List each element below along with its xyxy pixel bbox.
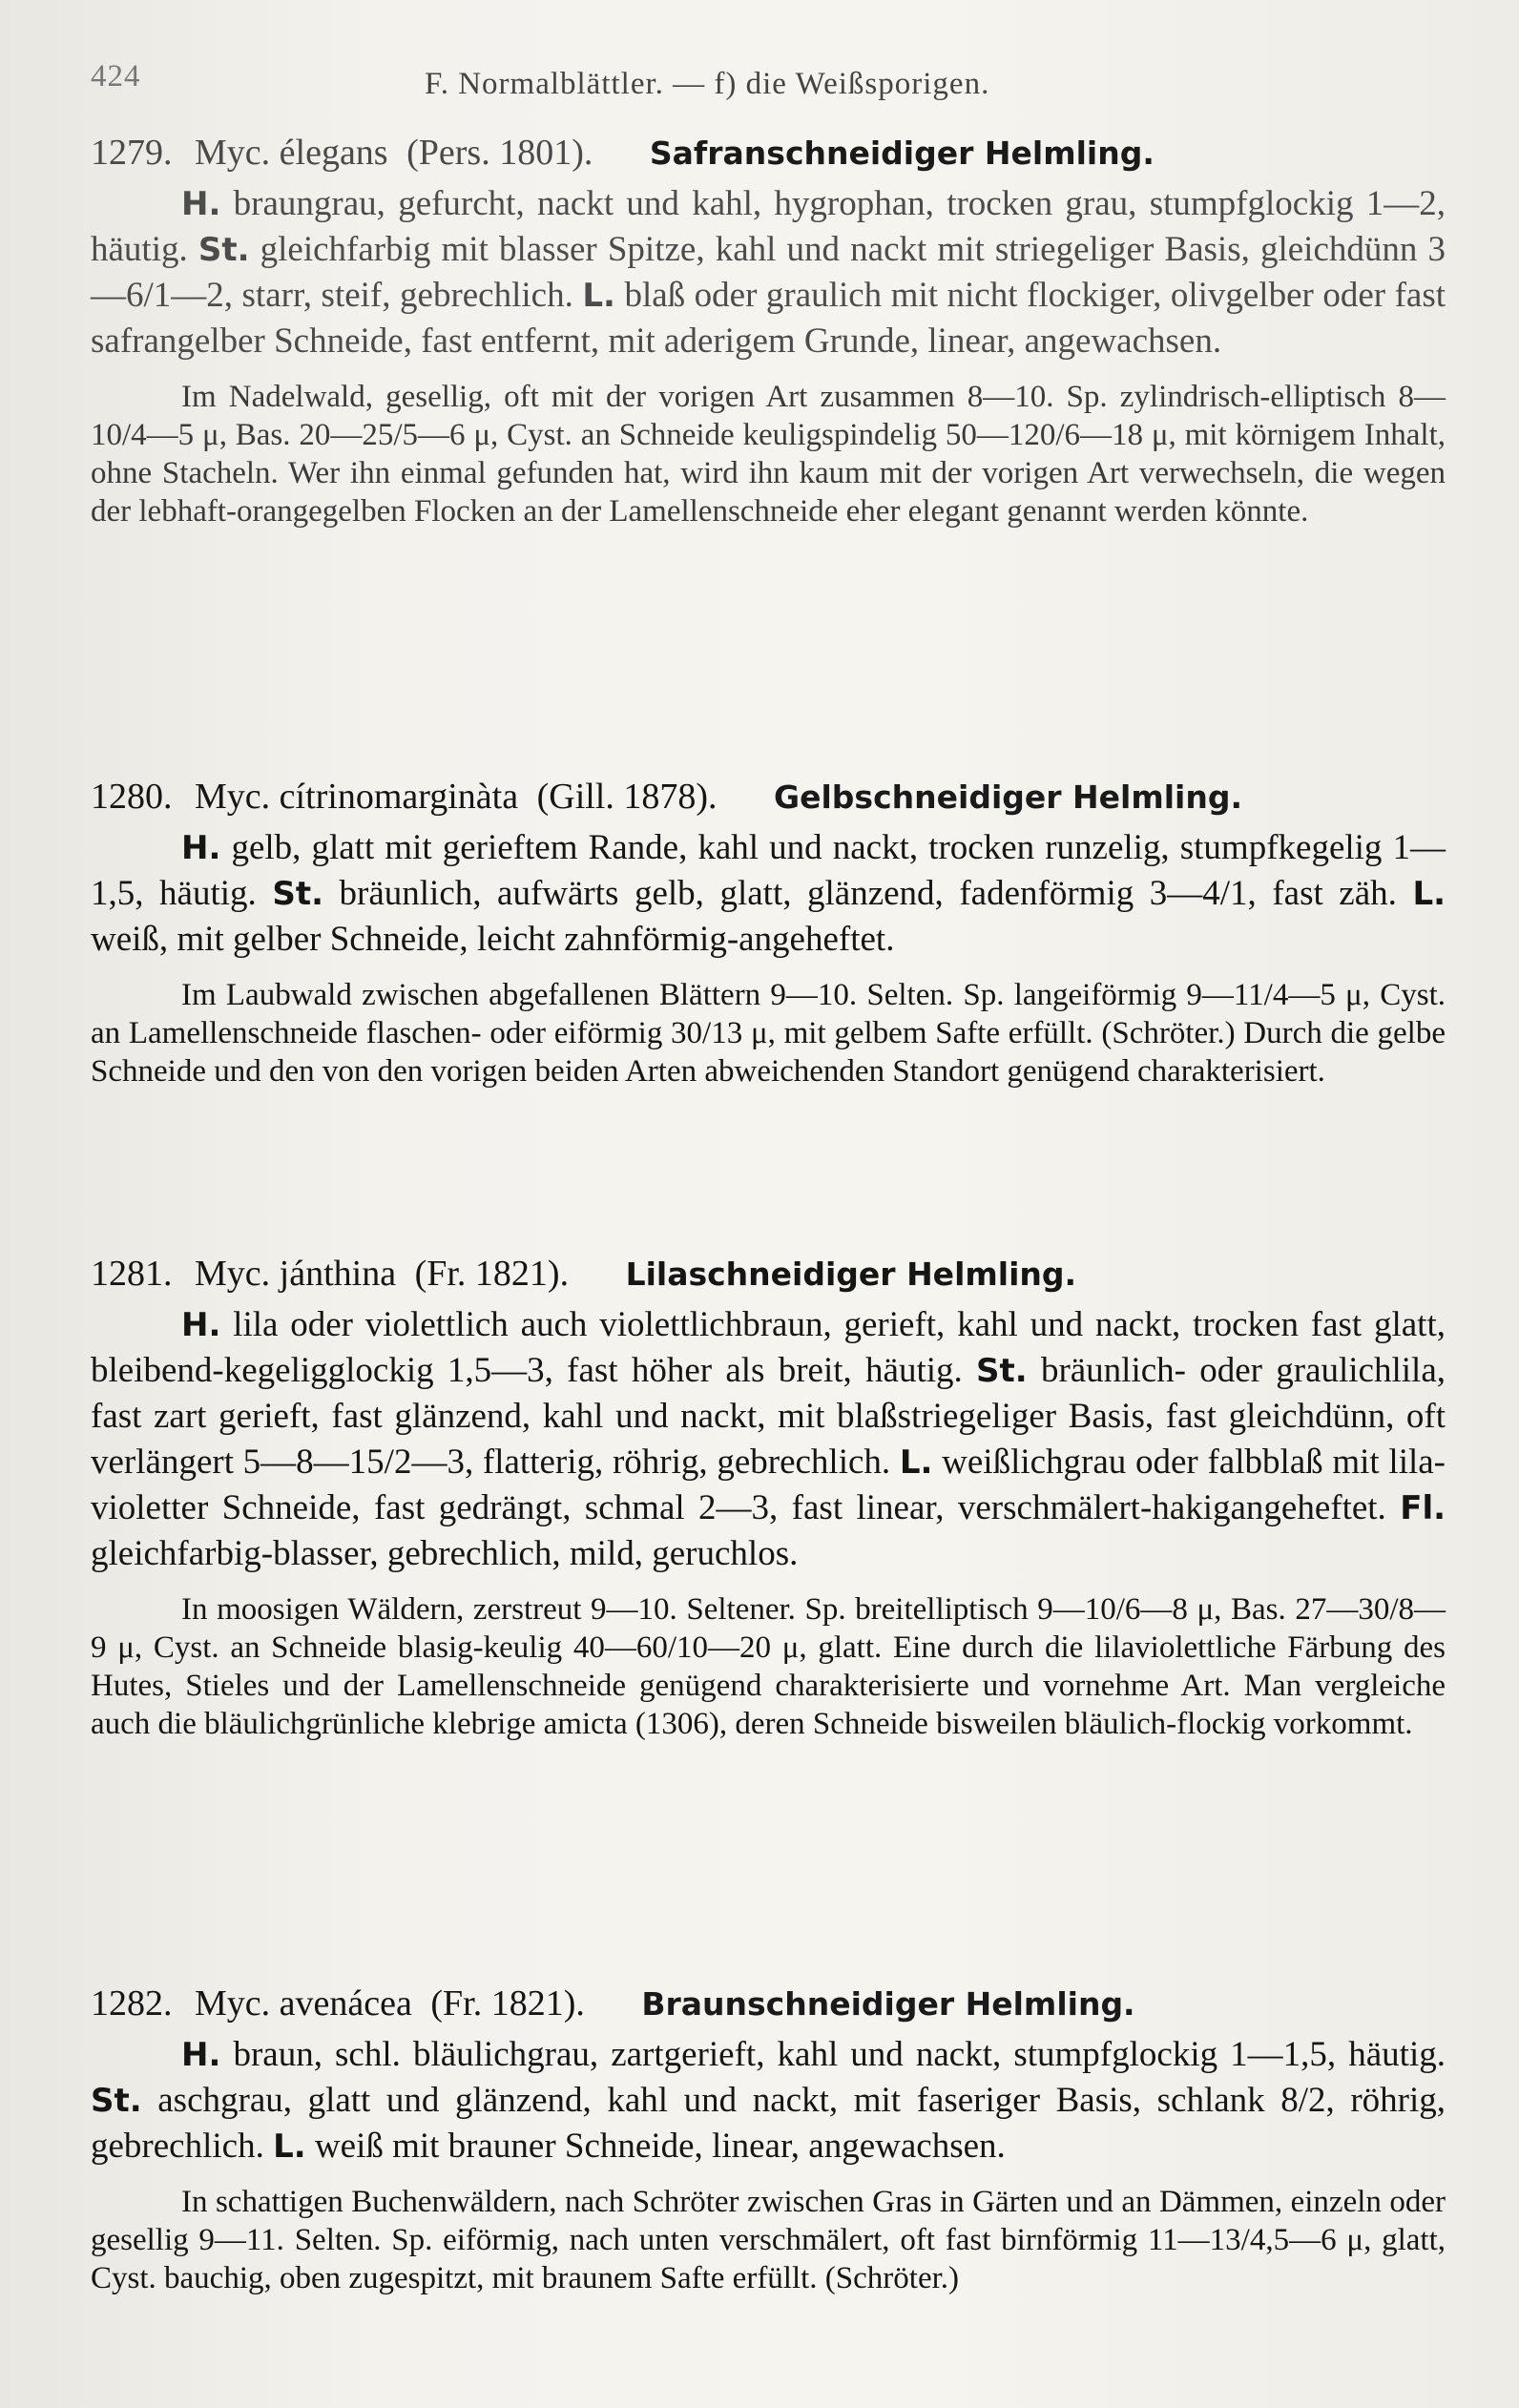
common-name: Braunschneidiger Helmling. xyxy=(641,1985,1135,2023)
flesh-text: gleichfarbig-blasser, gebrechlich, mild, geruchlos. xyxy=(91,1534,799,1573)
stem-text: bräunlich, aufwärts gelb, glatt, glänzend, fadenförmig 3—4/1, fast zäh. xyxy=(339,874,1397,913)
hat-label: H. xyxy=(181,1306,221,1344)
entry-number: 1282. xyxy=(91,1983,173,2024)
hat-text: braungrau, gefurcht, nackt und kahl, hygrophan, trocken grau, stumpfglockig 1—2, häutig. xyxy=(91,184,1446,269)
hat-text: lila oder violettlich auch violettlichbraun, gerieft, kahl und nackt, trocken fast glatt, bleibend-kegeligglockig 1,5—3, fast höher als breit, häutig. xyxy=(91,1305,1446,1390)
author-citation: (Fr. 1821). xyxy=(414,1254,570,1294)
entry-description xyxy=(91,825,1446,963)
entry-number: 1279. xyxy=(91,133,173,173)
entry-note: Im Nadelwald, gesellig, oft mit der vorigen Art zusammen 8—10. Sp. zylindrisch-elliptisch 8—10/4—5 μ, Bas. 20—25/5—6 μ, Cyst. an Schneide keuligspindelig 50—120/6—18 μ, mit körnigem Inhalt, ohne Stacheln. Wer ihn einmal gefunden hat, wird ihn kaum mit der vorigen Art verwechseln, die wegen der lebhaft-orangegelben Flocken an der Lamellenschneide eher elegant genannt werden könnte. xyxy=(91,380,1446,529)
entry-title xyxy=(91,773,1446,821)
entry-title xyxy=(91,1250,1446,1298)
running-title: F. Normalblättler. — f) die Weißsporigen. xyxy=(425,67,990,101)
entry-note: In moosigen Wäldern, zerstreut 9—10. Seltener. Sp. breitelliptisch 9—10/6—8 μ, Bas. 27—30/8—9 μ, Cyst. an Schneide blasig-keulig 40—60/10—20 μ, glatt. Eine durch die lilaviolettliche Färbung des Hutes, Stieles und der Lamellenschneide genügend charakterisierte und vornehme Art. Man vergleiche auch die bläulichgrünliche klebrige amicta (1306), deren Schneide bisweilen bläulich-flockig vorkommt. xyxy=(91,1592,1446,1741)
entry-description xyxy=(91,1302,1446,1577)
species-entry-1280 xyxy=(91,773,1446,1090)
stem-label: St. xyxy=(91,2082,142,2120)
entry-title xyxy=(91,129,1446,177)
species-entry-1281 xyxy=(91,1250,1446,1743)
common-name: Gelbschneidiger Helmling. xyxy=(774,778,1242,816)
entry-title xyxy=(91,1980,1446,2028)
gills-label: L. xyxy=(899,1443,933,1482)
flesh-label: Fl. xyxy=(1400,1489,1446,1527)
stem-label: St. xyxy=(976,1352,1028,1390)
entry-note: In schattigen Buchenwäldern, nach Schröter zwischen Gras in Gärten und an Dämmen, einzeln oder gesellig 9—11. Selten. Sp. eiförmig, nach unten verschmälert, oft fast birnförmig 11—13/4,5—6 μ, glatt, Cyst. bauchig, oben zugespitzt, mit braunem Safte erfüllt. (Schröter.) xyxy=(91,2185,1446,2295)
author-citation: (Fr. 1821). xyxy=(430,1983,585,2024)
hat-label: H. xyxy=(181,829,221,867)
gills-text: weiß mit brauner Schneide, linear, angewachsen. xyxy=(314,2127,1006,2166)
stem-text: aschgrau, glatt und glänzend, kahl und nackt, mit faseriger Basis, schlank 8/2, röhrig, gebrechlich. xyxy=(91,2081,1446,2166)
scientific-name: Myc. élegans xyxy=(195,133,388,173)
scientific-name: Myc. avenácea xyxy=(195,1983,412,2024)
entry-number: 1280. xyxy=(91,777,173,817)
stem-label: St. xyxy=(272,875,323,913)
page-number: 424 xyxy=(91,59,141,93)
stem-text: bräunlich- oder graulichlila, fast zart gerieft, fast glänzend, kahl und nackt, mit blaßstriegeliger Basis, fast gleichdünn, oft verlängert 5—8—15/2—3, flatterig, röhrig, gebrechlich. xyxy=(91,1351,1446,1482)
entry-description xyxy=(91,181,1446,364)
gills-label: L. xyxy=(273,2128,306,2166)
entry-description xyxy=(91,2032,1446,2169)
author-citation: (Gill. 1878). xyxy=(536,777,718,817)
stem-text: gleichfarbig mit blasser Spitze, kahl und nackt mit striegeliger Basis, gleichdünn 3—6/1—2, starr, steif, gebrechlich. xyxy=(91,230,1446,315)
author-citation: (Pers. 1801). xyxy=(406,133,593,173)
gills-label: L. xyxy=(582,277,615,315)
stem-label: St. xyxy=(198,231,250,269)
hat-label: H. xyxy=(181,185,221,223)
page-header xyxy=(91,59,1426,107)
hat-text: gelb, glatt mit gerieftem Rande, kahl und nackt, trocken runzelig, stumpfkegelig 1—1,5, häutig. xyxy=(91,828,1446,913)
entry-number: 1281. xyxy=(91,1254,173,1294)
common-name: Lilaschneidiger Helmling. xyxy=(625,1256,1077,1293)
gills-text: weiß, mit gelber Schneide, leicht zahnförmig-angeheftet. xyxy=(91,920,895,959)
species-entry-1282 xyxy=(91,1980,1446,2297)
scientific-name: Myc. jánthina xyxy=(195,1254,397,1294)
hat-label: H. xyxy=(181,2036,221,2074)
gills-text: weißlichgrau oder falbblaß mit lila-violetter Schneide, fast gedrängt, schmal 2—3, fast linear, verschmälert-hakigangeheftet. xyxy=(91,1443,1446,1527)
species-entry-1279 xyxy=(91,129,1446,530)
gills-label: L. xyxy=(1412,875,1446,913)
gills-text: blaß oder graulich mit nicht flockiger, olivgelber oder fast safrangelber Schneide, fast entfernt, mit aderigem Grunde, linear, angewachsen. xyxy=(91,276,1446,361)
hat-text: braun, schl. bläulichgrau, zartgerieft, kahl und nackt, stumpfglockig 1—1,5, häutig. xyxy=(233,2035,1446,2074)
scientific-name: Myc. cítrinomarginàta xyxy=(195,777,519,817)
common-name: Safranschneidiger Helmling. xyxy=(649,135,1155,172)
entry-note: Im Laubwald zwischen abgefallenen Blättern 9—10. Selten. Sp. langeiförmig 9—11/4—5 μ, Cyst. an Lamellenschneide flaschen- oder eiförmig 30/13 μ, mit gelbem Safte erfüllt. (Schröter.) Durch die gelbe Schneide und den von den vorigen beiden Arten abweichenden Standort genügend charakterisiert. xyxy=(91,978,1446,1089)
